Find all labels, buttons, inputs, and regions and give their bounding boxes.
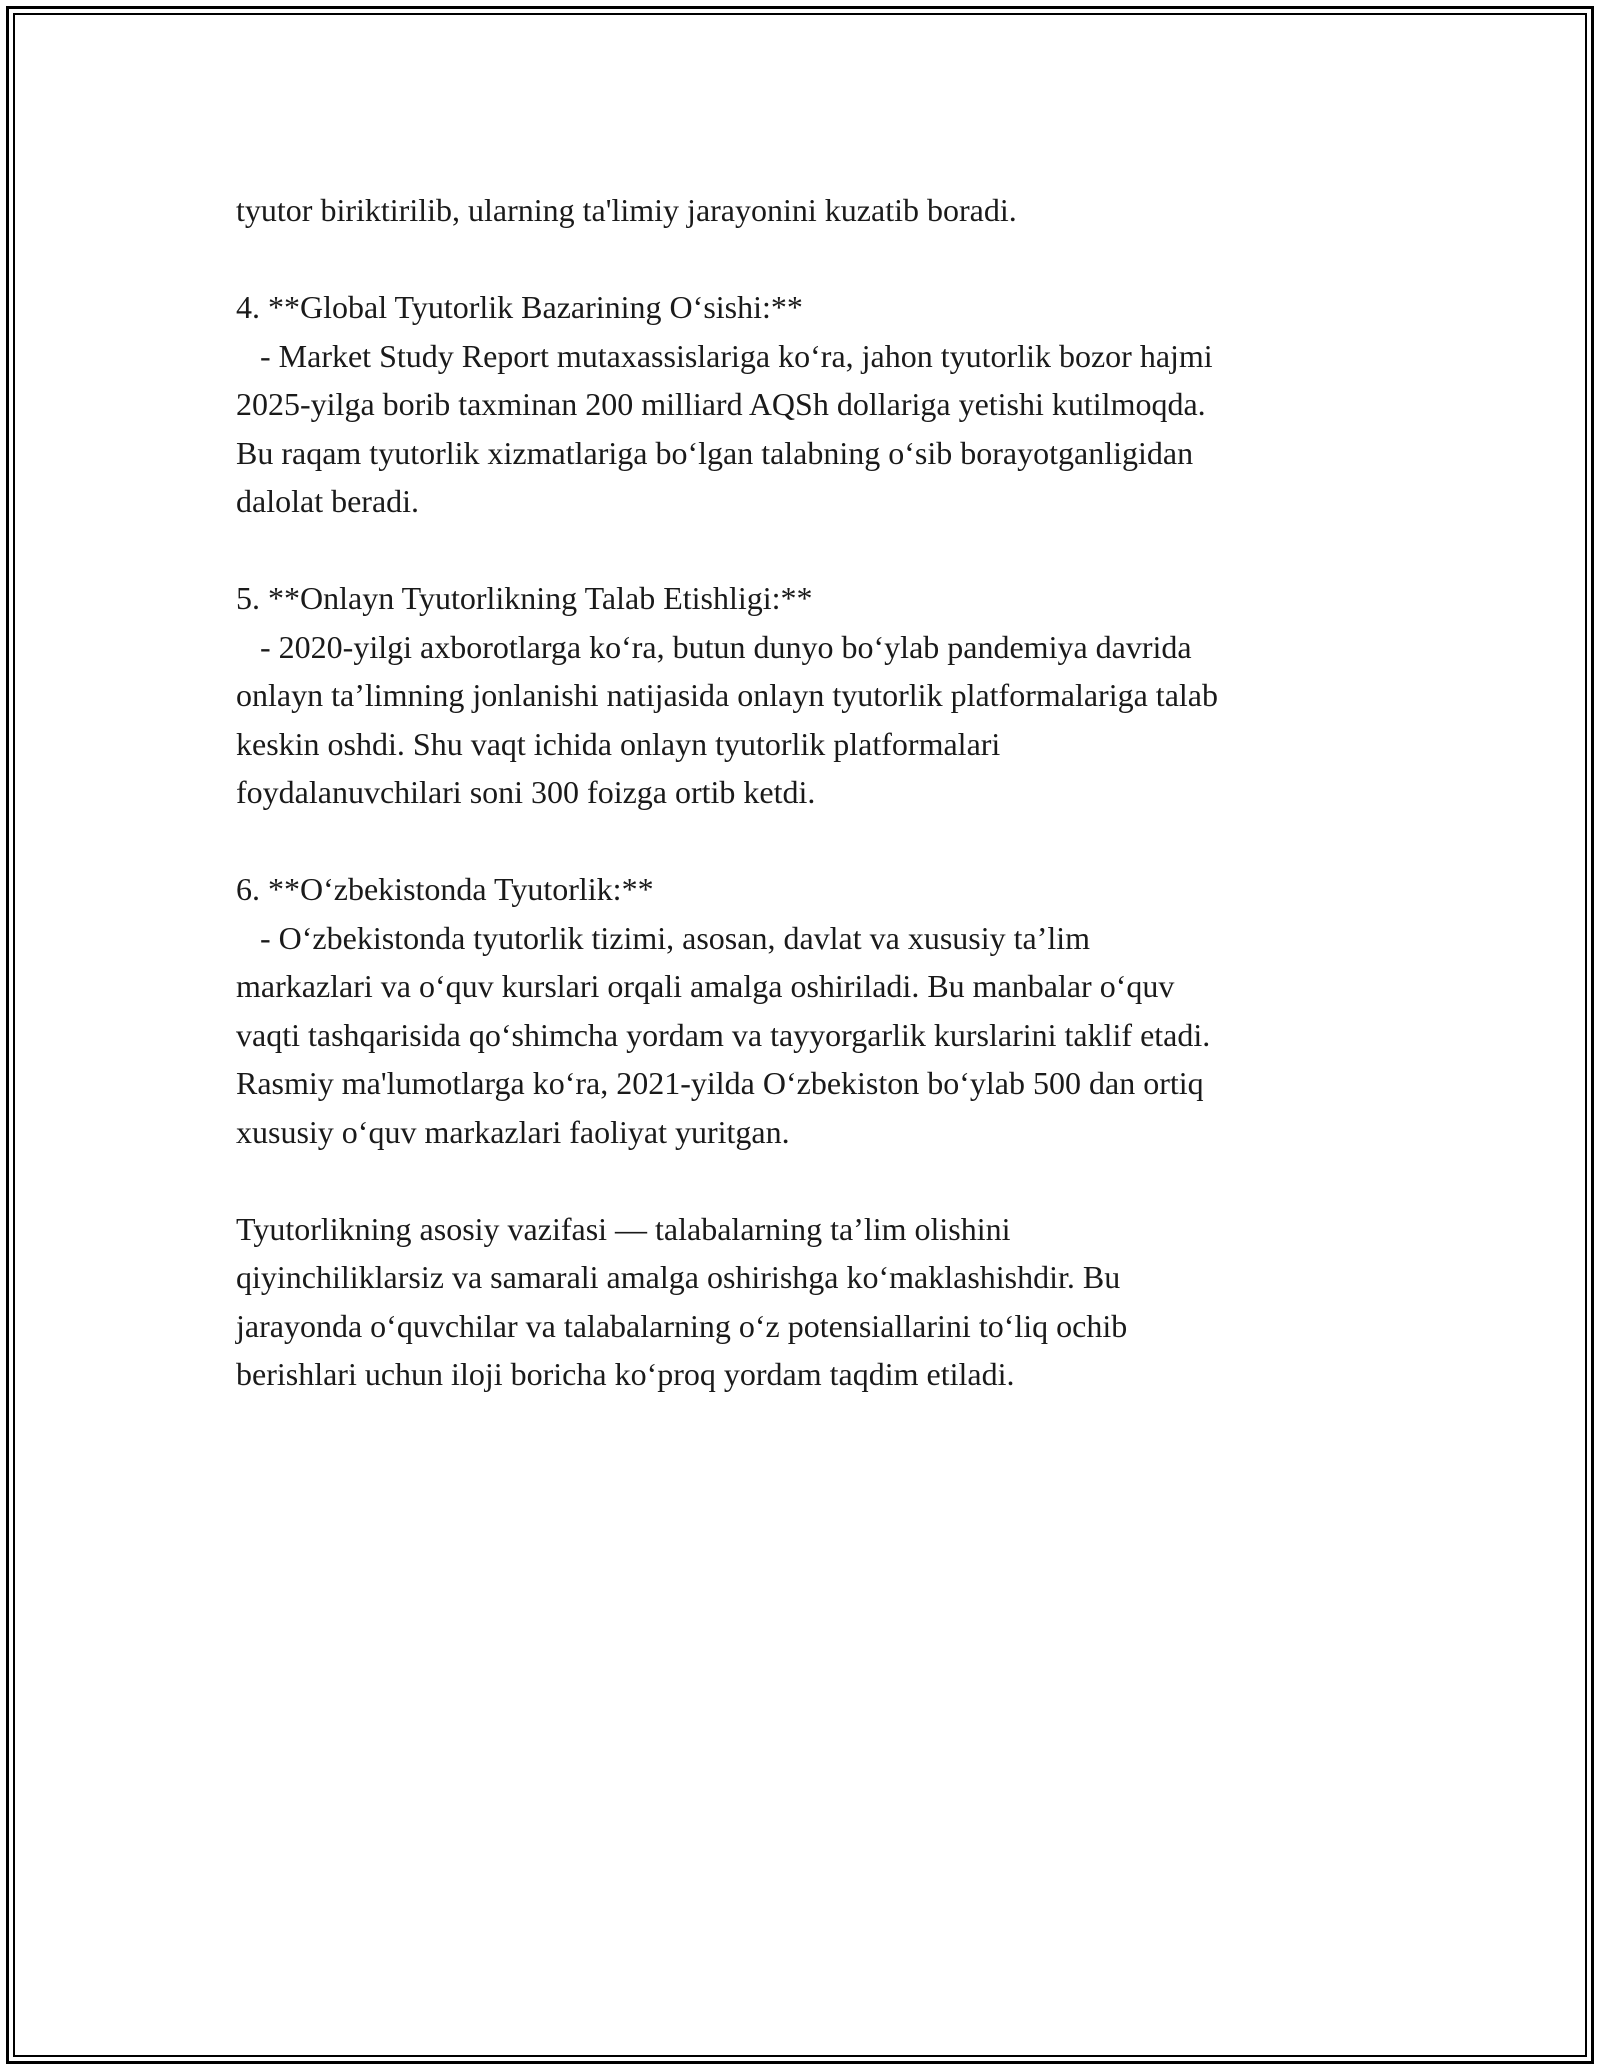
paragraph-gap (236, 235, 1396, 284)
section-6 (236, 865, 1396, 1156)
section-6-line: xususiy o‘quv markazlari faoliyat yuritgan. (236, 1113, 790, 1150)
paragraph-gap (236, 1156, 1396, 1205)
document-body (236, 186, 1396, 1399)
paragraph-gap (236, 526, 1396, 575)
conclusion-paragraph (236, 1205, 1396, 1399)
paragraph-gap (236, 817, 1396, 866)
conclusion-line: berishlari uchun iloji boricha ko‘proq yordam taqdim etiladi. (236, 1356, 1015, 1392)
section-4-heading: 4. **Global Tyutorlik Bazarining O‘sishi:** (236, 289, 803, 325)
section-5-line: onlayn ta’limning jonlanishi natijasida onlayn tyutorlik platformalariga talab (236, 677, 1218, 713)
section-4 (236, 283, 1396, 526)
conclusion-line: Tyutorlikning asosiy vazifasi — talabalarning ta’lim olishini (236, 1210, 1011, 1247)
section-4-line: dalolat beradi. (236, 483, 420, 519)
intro-line: tyutor biriktirilib, ularning ta'limiy jarayonini kuzatib boradi. (236, 192, 1017, 228)
conclusion-line: jarayonda o‘quvchilar va talabalarning o‘z potensiallarini to‘liq ochib (236, 1307, 1128, 1344)
section-6-line: - O‘zbekistonda tyutorlik tizimi, asosan, davlat va xususiy ta’lim (236, 919, 1091, 956)
section-6-line: markazlari va o‘quv kurslari orqali amalga oshiriladi. Bu manbalar o‘quv (236, 968, 1175, 1004)
section-6-heading: 6. **O‘zbekistonda Tyutorlik:** (236, 871, 654, 907)
section-5-heading: 5. **Onlayn Tyutorlikning Talab Etishligi:** (236, 580, 813, 616)
section-4-line: - Market Study Report mutaxassislariga ko‘ra, jahon tyutorlik bozor hajmi (236, 337, 1213, 374)
section-5-line: foydalanuvchilari soni 300 foizga ortib ketdi. (236, 774, 816, 810)
section-5-line: keskin oshdi. Shu vaqt ichida onlayn tyutorlik platformalari (236, 725, 1001, 762)
conclusion-line: qiyinchiliklarsiz va samarali amalga oshirishga ko‘maklashishdir. Bu (236, 1259, 1121, 1295)
section-5 (236, 574, 1396, 817)
section-6-line: vaqti tashqarisida qo‘shimcha yordam va tayyorgarlik kurslarini taklif etadi. (236, 1016, 1211, 1053)
section-4-line: Bu raqam tyutorlik xizmatlariga bo‘lgan talabning o‘sib borayotganligidan (236, 434, 1194, 471)
section-4-line: 2025-yilga borib taxminan 200 milliard AQSh dollariga yetishi kutilmoqda. (236, 386, 1206, 422)
section-5-line: - 2020-yilgi axborotlarga ko‘ra, butun dunyo bo‘ylab pandemiya davrida (236, 628, 1192, 665)
section-6-line: Rasmiy ma'lumotlarga ko‘ra, 2021-yilda O‘zbekiston bo‘ylab 500 dan ortiq (236, 1065, 1204, 1101)
